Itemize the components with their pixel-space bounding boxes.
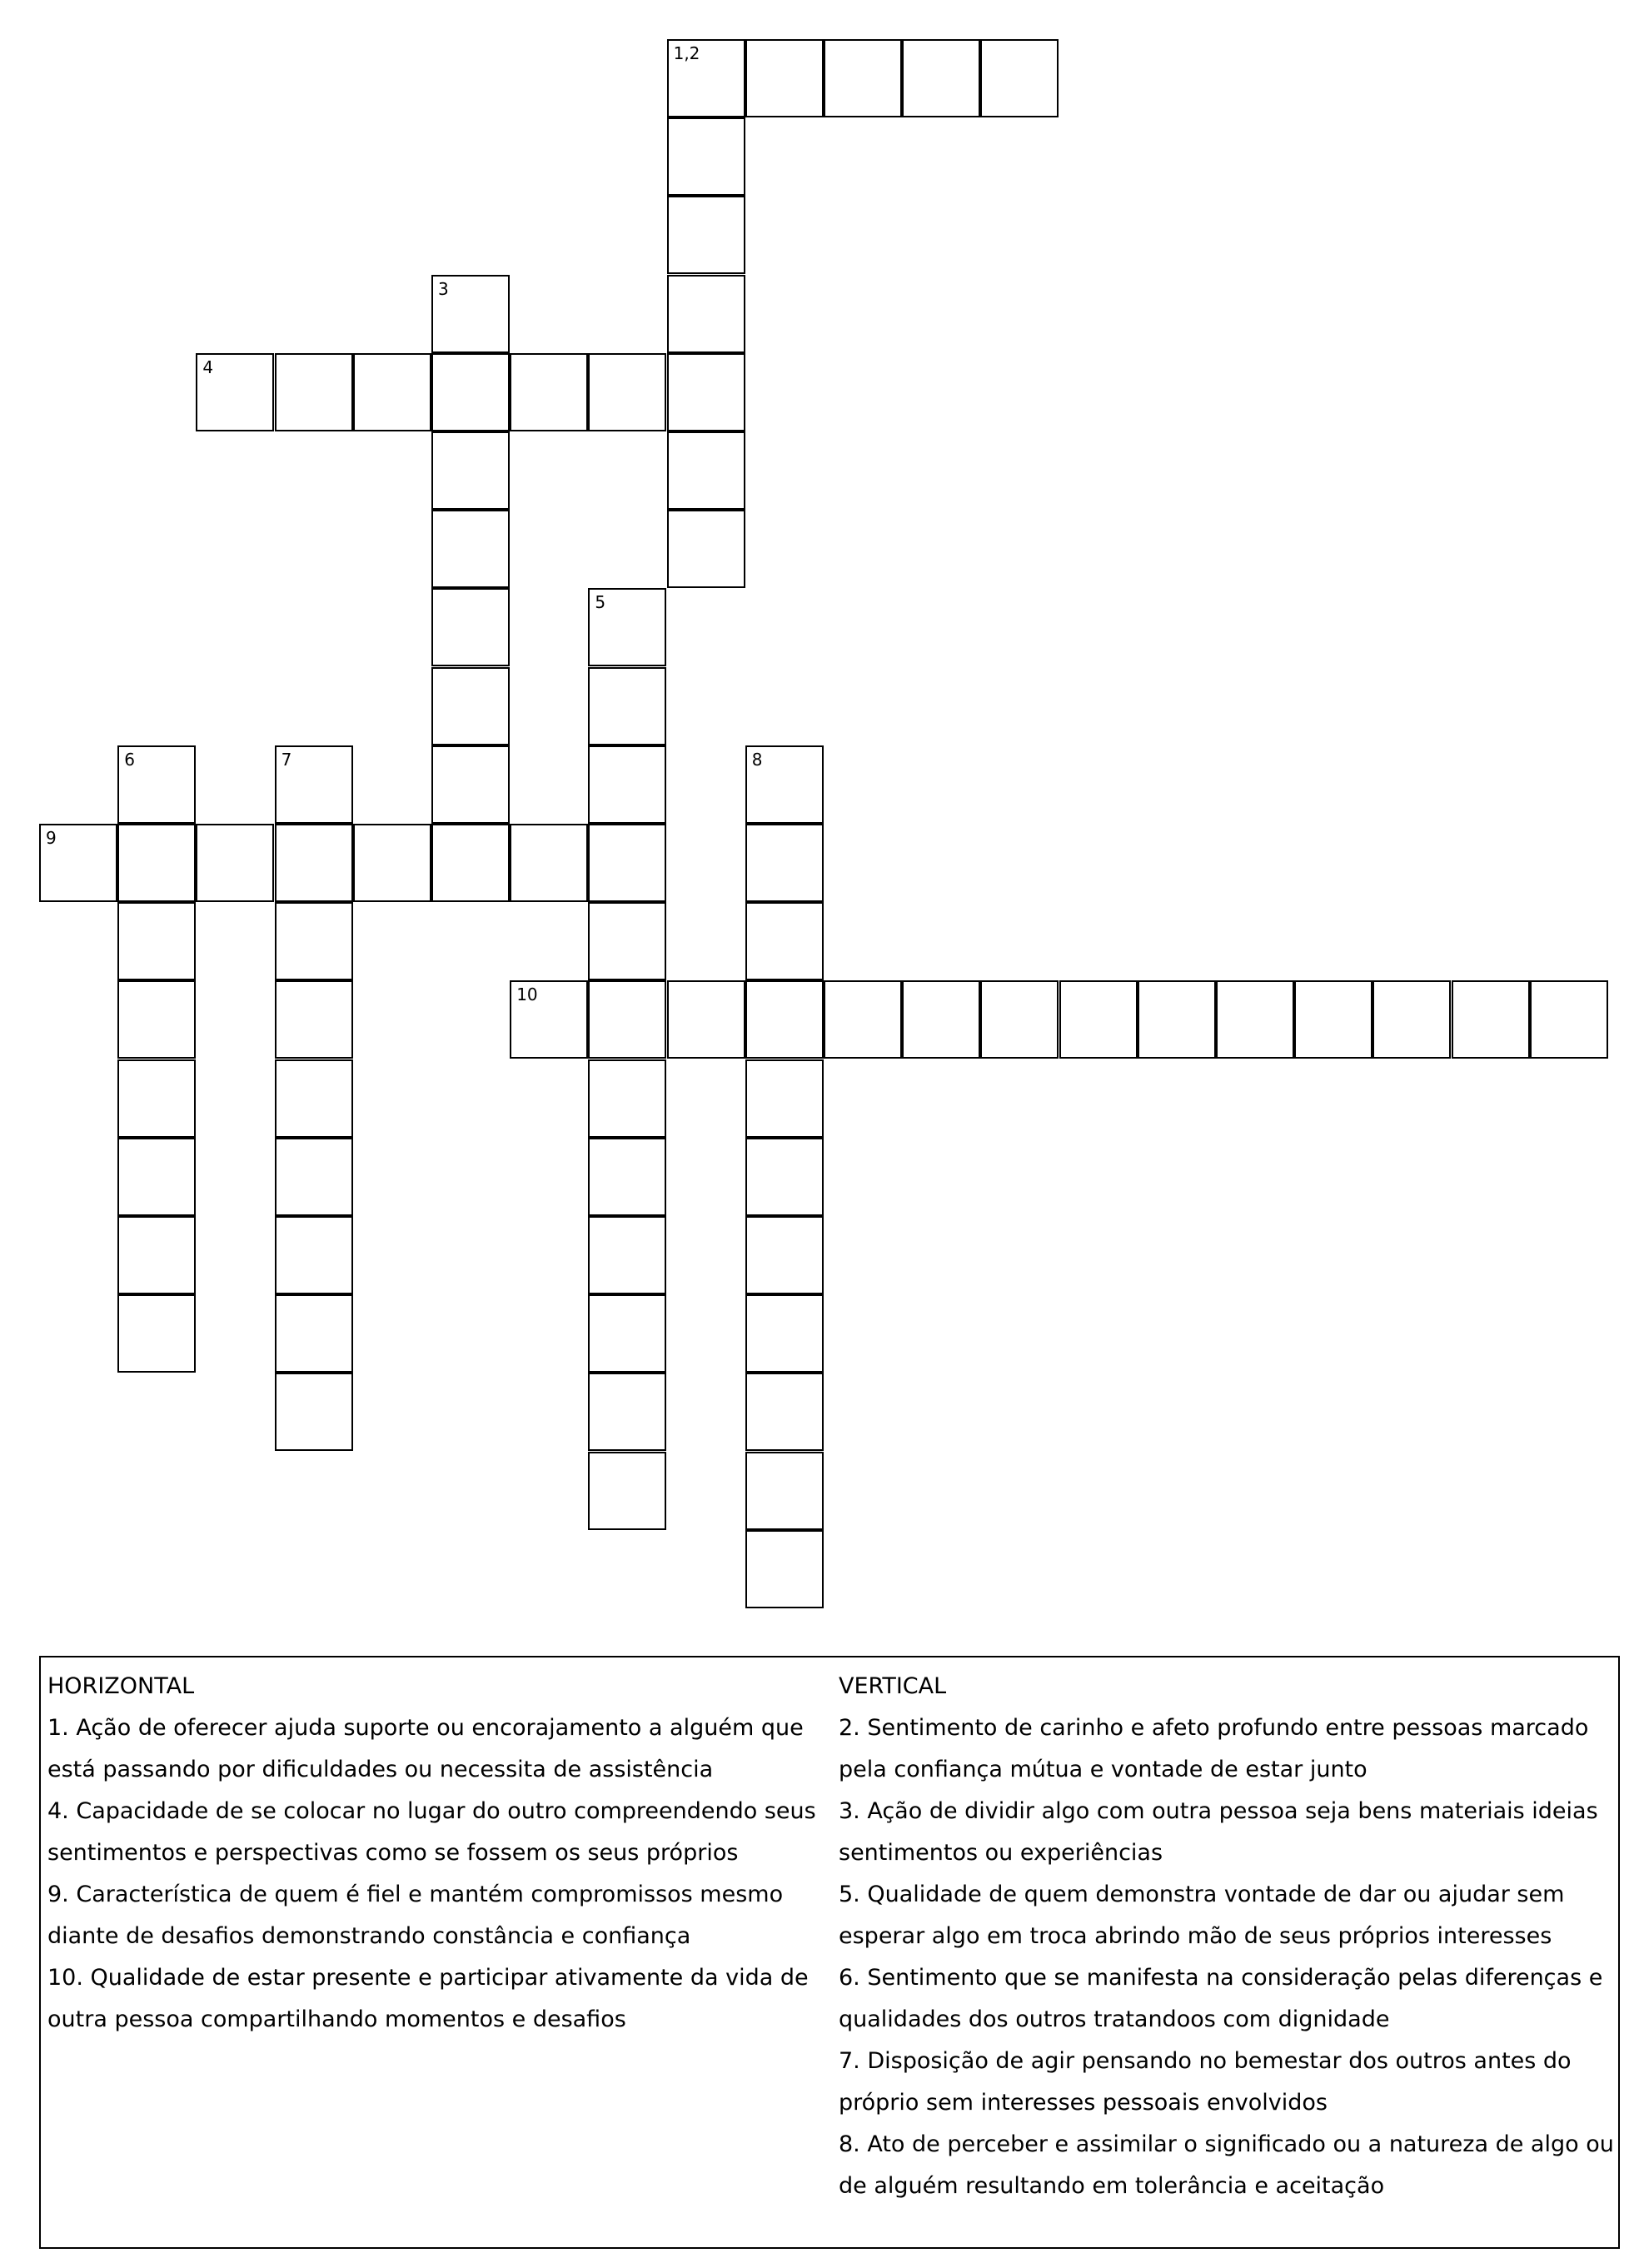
crossword-cell[interactable] [510,980,588,1059]
crossword-cell[interactable] [275,1059,353,1138]
clue-horizontal-1: 1. Ação de oferecer ajuda suporte ou encorajamento a alguém que está passando por dificuldades ou necessita de assistência [47,1715,804,1782]
crossword-cell[interactable] [431,353,510,431]
crossword-cell[interactable] [745,1452,824,1530]
crossword-cell[interactable] [117,902,196,980]
crossword-cell[interactable] [353,353,431,431]
clue-vertical-5: 5. Qualidade de quem demonstra vontade de dar ou ajudar sem esperar algo em troca abrindo mão de seus próprios interesses [839,1882,1565,1949]
crossword-cell[interactable] [275,1294,353,1373]
crossword-cell[interactable] [275,1216,353,1294]
vertical-heading: VERTICAL [839,1673,947,1699]
crossword-cell[interactable] [431,824,510,902]
crossword-cell[interactable] [117,1294,196,1373]
crossword-cell[interactable] [902,980,980,1059]
crossword-cell[interactable] [1216,980,1294,1059]
crossword-cell[interactable] [275,745,353,824]
crossword-cell[interactable] [431,431,510,510]
crossword-cell[interactable] [745,1294,824,1373]
crossword-cell[interactable] [431,588,510,666]
crossword-cell[interactable] [1059,980,1138,1059]
clue-number: 6 [124,749,135,770]
crossword-cell[interactable] [1372,980,1451,1059]
crossword-cell[interactable] [431,275,510,353]
crossword-cell[interactable] [588,353,666,431]
crossword-cell[interactable] [588,667,666,745]
crossword-cell[interactable] [431,667,510,745]
crossword-cell[interactable] [196,353,274,431]
clue-number: 7 [281,749,292,770]
crossword-cell[interactable] [39,824,117,902]
crossword-cell[interactable] [275,1373,353,1451]
clue-vertical-8: 8. Ato de perceber e assimilar o significado ou a natureza de algo ou de alguém resultando em tolerância e aceitação [839,2131,1614,2199]
crossword-cell[interactable] [117,745,196,824]
clue-number: 9 [46,828,57,848]
crossword-cell[interactable] [588,980,666,1059]
crossword-cell[interactable] [353,824,431,902]
crossword-cell[interactable] [588,1452,666,1530]
crossword-cell[interactable] [117,980,196,1059]
crossword-cell[interactable] [745,39,824,117]
crossword-cell[interactable] [745,1530,824,1608]
crossword-cell[interactable] [667,353,745,431]
crossword-cell[interactable] [980,39,1059,117]
vertical-clues-column [839,1666,1617,2207]
crossword-cell[interactable] [588,1138,666,1216]
crossword-cell[interactable] [745,824,824,902]
crossword-cell[interactable] [588,588,666,666]
clue-number: 4 [202,356,214,377]
crossword-cell[interactable] [1452,980,1530,1059]
crossword-cell[interactable] [588,1059,666,1138]
crossword-cell[interactable] [824,980,902,1059]
crossword-cell[interactable] [1530,980,1608,1059]
clue-vertical-2: 2. Sentimento de carinho e afeto profundo entre pessoas marcado pela confiança mútua e vontade de estar junto [839,1715,1589,1782]
crossword-cell[interactable] [667,431,745,510]
crossword-cell[interactable] [117,1138,196,1216]
crossword-cell[interactable] [745,1138,824,1216]
crossword-cell[interactable] [745,902,824,980]
clue-vertical-7: 7. Disposição de agir pensando no bemestar dos outros antes do próprio sem interesses pessoais envolvidos [839,2048,1572,2116]
clue-vertical-6: 6. Sentimento que se manifesta na consideração pelas diferenças e qualidades dos outros tratandoos com dignidade [839,1965,1603,2032]
crossword-cell[interactable] [745,980,824,1059]
crossword-cell[interactable] [745,1059,824,1138]
horizontal-heading: HORIZONTAL [47,1673,195,1699]
crossword-cell[interactable] [588,824,666,902]
crossword-cell[interactable] [980,980,1059,1059]
crossword-cell[interactable] [196,824,274,902]
crossword-cell[interactable] [745,1216,824,1294]
crossword-cell[interactable] [1138,980,1216,1059]
crossword-cell[interactable] [117,824,196,902]
crossword-cell[interactable] [588,1294,666,1373]
clue-horizontal-10: 10. Qualidade de estar presente e participar ativamente da vida de outra pessoa compartilhando momentos e desafios [47,1965,809,2032]
clue-horizontal-4: 4. Capacidade de se colocar no lugar do outro compreendendo seus sentimentos e perspectivas como se fossem os seus próprios [47,1798,816,1866]
crossword-cell[interactable] [275,902,353,980]
crossword-cell[interactable] [667,510,745,588]
crossword-cell[interactable] [902,39,980,117]
crossword-cell[interactable] [824,39,902,117]
clue-number: 5 [595,592,606,613]
crossword-cell[interactable] [431,510,510,588]
crossword-cell[interactable] [667,117,745,196]
crossword-cell[interactable] [745,745,824,824]
crossword-cell[interactable] [510,824,588,902]
crossword-cell[interactable] [588,745,666,824]
crossword-cell[interactable] [1294,980,1372,1059]
crossword-cell[interactable] [667,39,745,117]
crossword-cell[interactable] [275,980,353,1059]
crossword-cell[interactable] [275,353,353,431]
clue-number: 1,2 [673,43,700,63]
clue-horizontal-9: 9. Característica de quem é fiel e mantém compromissos mesmo diante de desafios demonstrando constância e confiança [47,1882,784,1949]
crossword-cell[interactable] [117,1216,196,1294]
crossword-cell[interactable] [431,745,510,824]
crossword-cell[interactable] [588,902,666,980]
clue-number: 10 [516,984,538,1005]
crossword-cell[interactable] [588,1373,666,1451]
clue-vertical-3: 3. Ação de dividir algo com outra pessoa seja bens materiais ideias sentimentos ou experiências [839,1798,1598,1866]
clue-number: 8 [751,749,763,770]
horizontal-clues-column [47,1666,829,2041]
crossword-cell[interactable] [275,1138,353,1216]
crossword-cell[interactable] [117,1059,196,1138]
crossword-cell[interactable] [667,980,745,1059]
clue-number: 3 [438,278,449,299]
crossword-cell[interactable] [275,824,353,902]
crossword-cell[interactable] [667,196,745,274]
crossword-cell[interactable] [667,275,745,353]
crossword-cell[interactable] [510,353,588,431]
crossword-cell[interactable] [745,1373,824,1451]
crossword-cell[interactable] [588,1216,666,1294]
clues-box [39,1656,1620,2249]
